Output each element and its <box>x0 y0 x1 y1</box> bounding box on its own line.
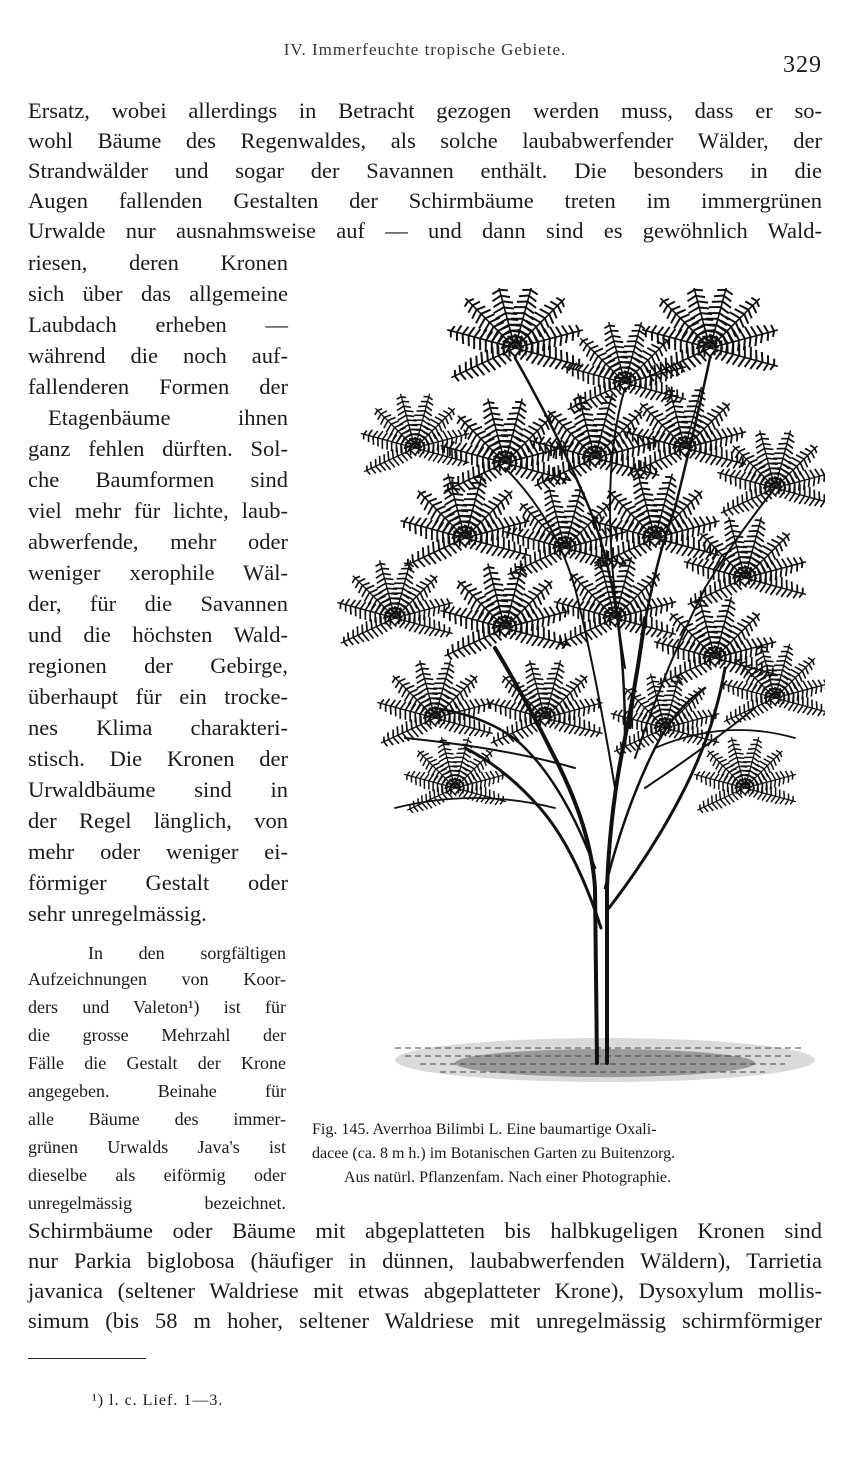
text-line: simum (bis 58 m hoher, seltener Waldriese mit unregelmässig schirmförmiger <box>28 1308 822 1333</box>
text-line: Urwaldbäume sind in <box>28 777 288 802</box>
text-line: der, für die Savannen <box>28 591 288 616</box>
text-line: Ersatz, wobei allerdings in Betracht gezogen werden muss, dass er so- <box>28 98 822 123</box>
small-text-line: In den sorgfältigen <box>88 943 286 963</box>
text-line: sehr unregelmässig. <box>28 901 207 926</box>
text-line: während die noch auf- <box>28 343 288 368</box>
text-line: und die höchsten Wald- <box>28 622 288 647</box>
tree-illustration <box>325 288 825 1098</box>
figure-caption-line: Fig. 145. Averrhoa Bilimbi L. Eine baumartige Oxali- <box>312 1121 657 1138</box>
text-line: stisch. Die Kronen der <box>28 746 288 771</box>
text-line: nes Klima charakteri- <box>28 715 288 740</box>
footnote: ¹) l. c. Lief. 1—3. <box>92 1392 224 1409</box>
text-line: fallenderen Formen der <box>28 374 288 399</box>
text-line: sich über das allgemeine <box>28 281 288 306</box>
text-line: nur Parkia biglobosa (häufiger in dünnen, laubabwerfenden Wäldern), Tarrietia <box>28 1248 822 1273</box>
text-line: mehr oder weniger ei- <box>28 839 288 864</box>
text-line: Laubdach erheben — <box>28 312 288 337</box>
text-line: abwerfende, mehr oder <box>28 529 288 554</box>
small-text-line: ders und Valeton¹) ist für <box>28 997 286 1017</box>
tree-engraving <box>325 288 825 1098</box>
small-text-line: grünen Urwalds Java's ist <box>28 1137 286 1157</box>
text-line: Urwalde nur ausnahmsweise auf — und dann sind es gewöhnlich Wald- <box>28 218 822 243</box>
small-text-line: die grosse Mehrzahl der <box>28 1025 286 1045</box>
text-line: Schirmbäume oder Bäume mit abgeplatteten bis halbkugeligen Kronen sind <box>28 1218 822 1243</box>
text-line: regionen der Gebirge, <box>28 653 288 678</box>
figure-caption-line: Aus natürl. Pflanzenfam. Nach einer Photographie. <box>344 1169 672 1186</box>
footnote-divider <box>28 1358 146 1359</box>
figure-caption-line: dacee (ca. 8 m h.) im Botanischen Garten zu Buitenzorg. <box>312 1145 676 1162</box>
running-title: IV. Immerfeuchte tropische Gebiete. <box>283 40 567 59</box>
small-text-line: angegeben. Beinahe für <box>28 1081 286 1101</box>
text-line: viel mehr für lichte, laub- <box>28 498 288 523</box>
small-text-line: dieselbe als eiförmig oder <box>28 1165 286 1185</box>
text-line: überhaupt für ein trocke- <box>28 684 288 709</box>
text-line: wohl Bäume des Regenwaldes, als solche laubabwerfender Wälder, der <box>28 128 822 153</box>
small-text-line: alle Bäume des immer- <box>28 1109 286 1129</box>
text-line: Augen fallenden Gestalten der Schirmbäume treten im immergrünen <box>28 188 822 213</box>
text-line: javanica (seltener Waldriese mit etwas abgeplatteter Krone), Dysoxylum mollis- <box>28 1278 822 1303</box>
text-line: weniger xerophile Wäl- <box>28 560 288 585</box>
small-text-line: Fälle die Gestalt der Krone <box>28 1053 286 1073</box>
tree-foliage <box>335 288 825 817</box>
small-text-line: unregelmässig bezeichnet. <box>28 1193 286 1213</box>
text-line: Etagenbäume ihnen <box>48 405 288 430</box>
page-number: 329 <box>783 52 822 78</box>
text-line: che Baumformen sind <box>28 467 288 492</box>
text-line: ganz fehlen dürften. Sol- <box>28 436 288 461</box>
text-line: förmiger Gestalt oder <box>28 870 288 895</box>
text-line: Strandwälder und sogar der Savannen enthält. Die besonders in die <box>28 158 822 183</box>
small-text-line: Aufzeichnungen von Koor- <box>28 969 286 989</box>
text-line: der Regel länglich, von <box>28 808 288 833</box>
text-line: riesen, deren Kronen <box>28 250 288 275</box>
